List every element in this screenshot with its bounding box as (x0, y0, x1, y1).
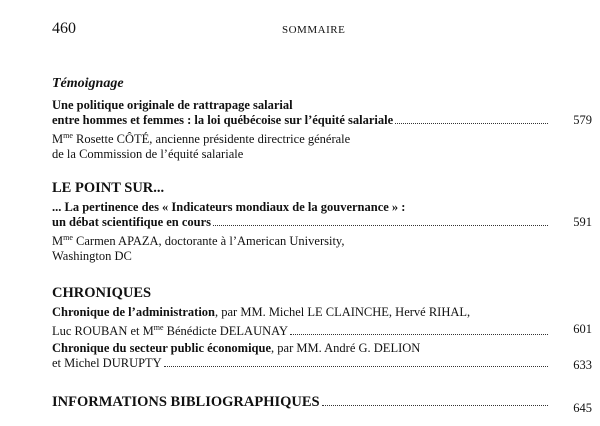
entry-authors: , par MM. André G. DELION (271, 341, 421, 355)
entry-dotline (52, 320, 582, 339)
running-title: SOMMAIRE (282, 24, 346, 36)
leader-dots (213, 224, 548, 226)
entry-page-number: 633 (573, 358, 592, 372)
section-heading-chroniques: CHRONIQUES (52, 285, 152, 301)
entry-page-number: 591 (573, 215, 592, 229)
author-sup: me (63, 233, 73, 242)
entry-title-line1: Une politique originale de rattrapage salarial (52, 98, 293, 112)
toc-entry-temoignage[interactable] (52, 98, 592, 162)
section-heading-temoignage: Témoignage (52, 76, 124, 91)
entry-title-dotline (52, 113, 582, 128)
author-name: Carmen APAZA, doctorante à l’American University, (72, 234, 345, 249)
entry-title: Chronique du secteur public économique (52, 341, 272, 355)
toc-entry-point-sur[interactable] (52, 200, 592, 264)
entry-authors-line2-end: Bénédicte DELAUNAY (163, 324, 289, 339)
entry-title-line1: ... La pertinence des « Indicateurs mondiaux de la gouvernance » : (52, 200, 406, 214)
leader-dots (164, 365, 548, 367)
entry-title: Chronique de l’administration (52, 305, 215, 319)
entry-page-number: 645 (573, 401, 592, 415)
entry-authors-line2: Luc ROUBAN et M (52, 324, 154, 339)
entry-title-line2: un débat scientifique en cours (52, 215, 212, 229)
section-heading-informations: INFORMATIONS BIBLIOGRAPHIQUES (52, 394, 320, 410)
entry-title-line2: entre hommes et femmes : la loi québécoise sur l’équité salariale (52, 113, 394, 127)
toc-entry-chronique-secteur-public[interactable] (52, 341, 592, 372)
author-sup: me (63, 131, 73, 140)
author-name: Rosette CÔTÉ, ancienne présidente directrice générale (72, 132, 351, 147)
leader-dots (322, 404, 548, 406)
entry-line2: et Michel DURUPTY (52, 356, 162, 370)
section-heading-point-sur: LE POINT SUR... (52, 180, 165, 196)
entry-author-line1 (52, 230, 582, 249)
author-prefix: M (52, 234, 64, 249)
page-number: 460 (52, 20, 76, 37)
entry-authors: , par MM. Michel LE CLAINCHE, Hervé RIHAL, (215, 305, 471, 319)
entry-dotline (52, 395, 582, 410)
entry-line2 (52, 320, 288, 339)
entry-dotline (52, 356, 582, 371)
entry-page-number: 601 (573, 322, 592, 336)
toc-entry-chronique-administration[interactable] (52, 305, 592, 339)
entry-line1 (52, 341, 582, 356)
author-prefix: M (52, 132, 64, 147)
entry-author-line2: Washington DC (52, 249, 132, 264)
entry-line1 (52, 305, 582, 320)
entry-title-dotline (52, 215, 582, 230)
page-header (52, 20, 572, 40)
entry-page-number: 579 (573, 113, 592, 127)
entry-author-line2: de la Commission de l’équité salariale (52, 147, 244, 162)
toc-entry-informations[interactable] (52, 394, 592, 415)
author-sup: me (153, 323, 164, 332)
leader-dots (395, 122, 548, 124)
leader-dots (290, 333, 548, 335)
entry-author-line1 (52, 128, 582, 147)
